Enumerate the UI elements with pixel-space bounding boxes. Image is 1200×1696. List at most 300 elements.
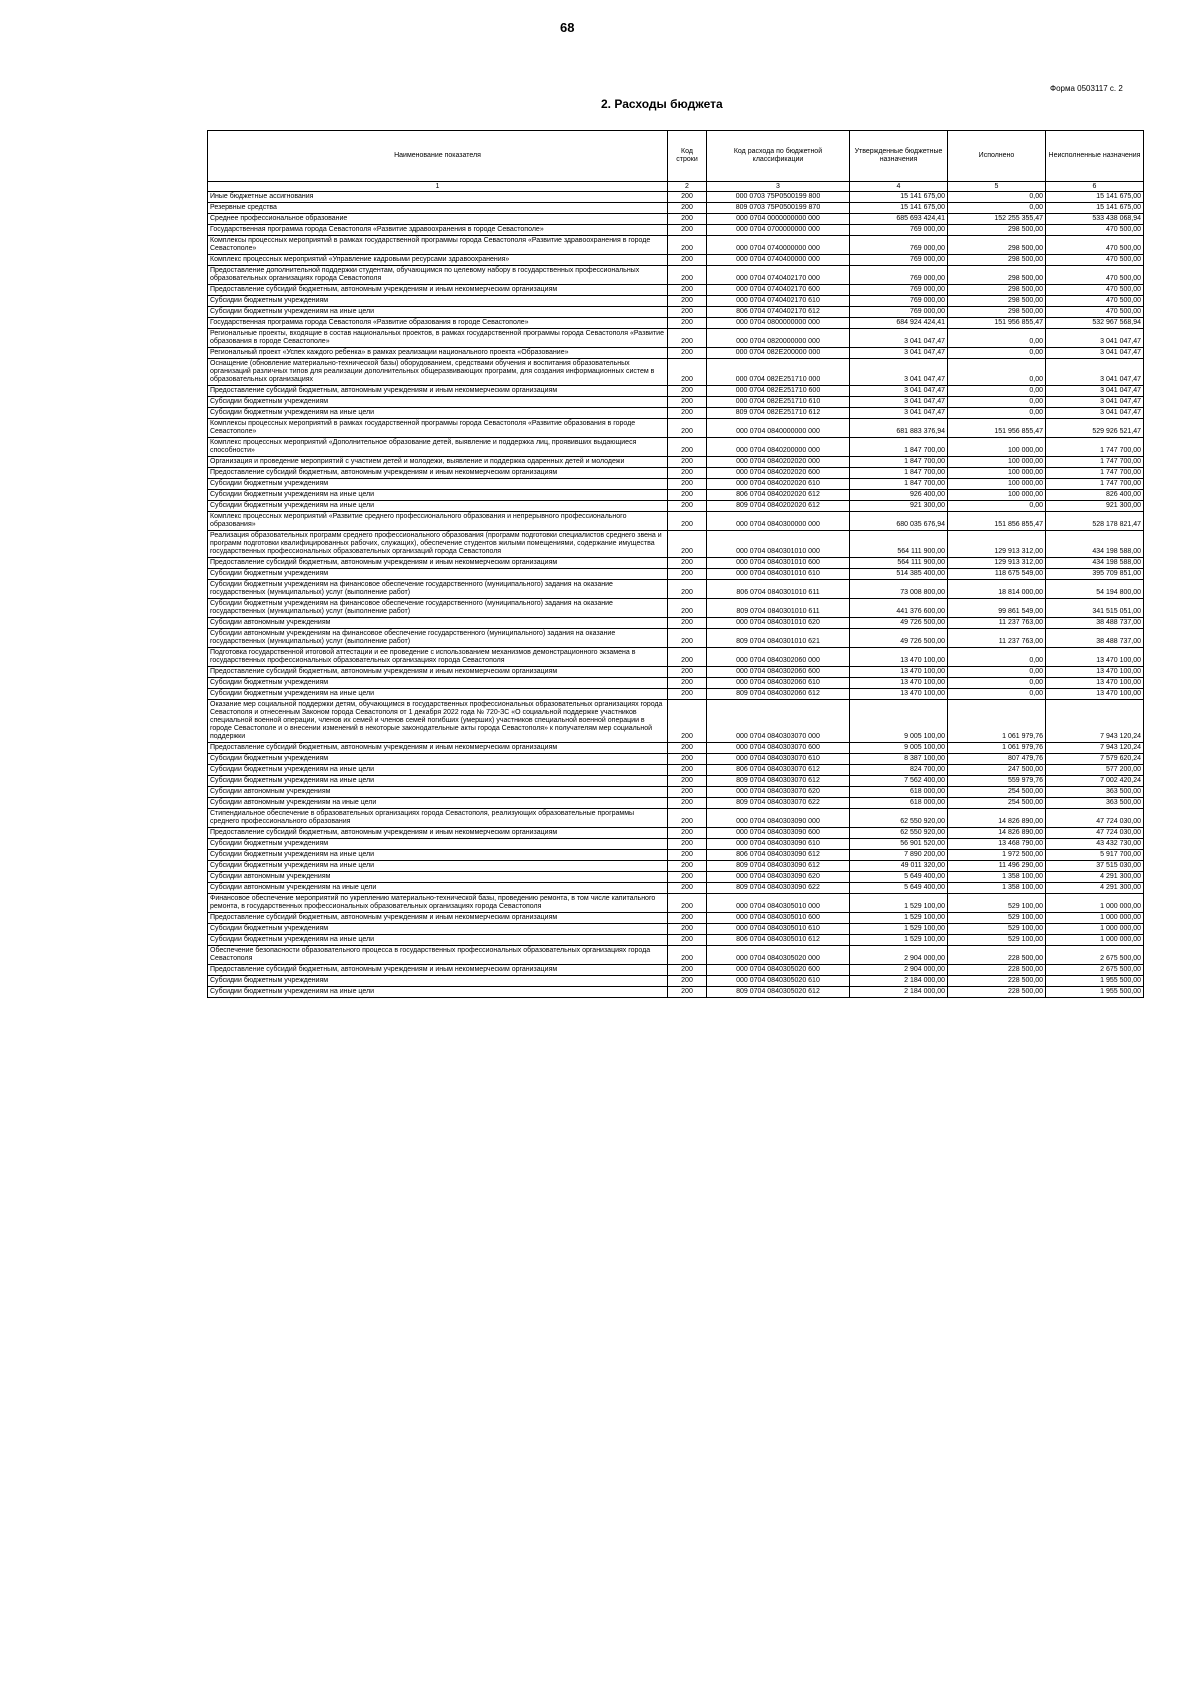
table-row: [208, 501, 1144, 512]
classification-code-cell: 000 0704 0840301010 620: [707, 618, 850, 629]
classification-code-cell: 809 0703 75P0500199 870: [707, 203, 850, 214]
unexecuted-amount-cell: 533 438 068,94: [1046, 214, 1144, 225]
approved-amount-cell: 5 649 400,00: [850, 883, 948, 894]
executed-amount-cell: 1 061 979,76: [948, 700, 1046, 743]
classification-code-cell: 000 0703 75P0500199 800: [707, 192, 850, 203]
unexecuted-amount-cell: 1 955 500,00: [1046, 987, 1144, 998]
indicator-name-cell: Комплексы процессных мероприятий в рамках государственной программы города Севастополя «Развитие образования в городе Севастополе»: [208, 419, 668, 438]
classification-code-cell: 000 0704 0740402170 610: [707, 296, 850, 307]
table-row: [208, 787, 1144, 798]
unexecuted-amount-cell: 1 000 000,00: [1046, 924, 1144, 935]
executed-amount-cell: 14 826 890,00: [948, 809, 1046, 828]
classification-code-cell: 000 0704 0840202020 000: [707, 457, 850, 468]
classification-code-cell: 000 0704 0820000000 000: [707, 329, 850, 348]
executed-amount-cell: 247 500,00: [948, 765, 1046, 776]
classification-code-cell: 000 0704 0840305010 000: [707, 894, 850, 913]
indicator-name-cell: Реализация образовательных программ среднего профессионального образования (программ подготовки специалистов среднего звена и программ подготовки квалифицированных рабочих, служащих), обеспечение студентов жилыми помещениями, содержание имущества государственных профессиональных образовательных организаций города Севастополя: [208, 531, 668, 558]
unexecuted-amount-cell: 470 500,00: [1046, 225, 1144, 236]
indicator-name-cell: Организация и проведение мероприятий с участием детей и молодежи, выявление и поддержка одаренных детей и молодежи: [208, 457, 668, 468]
approved-amount-cell: 5 649 400,00: [850, 872, 948, 883]
indicator-name-cell: Субсидии бюджетным учреждениям: [208, 296, 668, 307]
approved-amount-cell: 1 847 700,00: [850, 438, 948, 457]
unexecuted-amount-cell: 54 194 800,00: [1046, 580, 1144, 599]
indicator-name-cell: Иные бюджетные ассигнования: [208, 192, 668, 203]
classification-code-cell: 000 0704 0840301010 600: [707, 558, 850, 569]
approved-amount-cell: 49 011 320,00: [850, 861, 948, 872]
executed-amount-cell: 100 000,00: [948, 479, 1046, 490]
unexecuted-amount-cell: 7 943 120,24: [1046, 743, 1144, 754]
table-row: [208, 531, 1144, 558]
indicator-name-cell: Субсидии бюджетным учреждениям на иные цели: [208, 307, 668, 318]
approved-amount-cell: 618 000,00: [850, 787, 948, 798]
classification-code-cell: 000 0704 0840301010 000: [707, 531, 850, 558]
line-code-cell: 200: [668, 501, 707, 512]
approved-amount-cell: 926 400,00: [850, 490, 948, 501]
approved-amount-cell: 769 000,00: [850, 296, 948, 307]
unexecuted-amount-cell: 528 178 821,47: [1046, 512, 1144, 531]
line-code-cell: 200: [668, 512, 707, 531]
column-number: 3: [707, 182, 850, 192]
executed-amount-cell: 0,00: [948, 648, 1046, 667]
approved-amount-cell: 2 904 000,00: [850, 965, 948, 976]
indicator-name-cell: Субсидии бюджетным учреждениям: [208, 479, 668, 490]
unexecuted-amount-cell: 4 291 300,00: [1046, 883, 1144, 894]
unexecuted-amount-cell: 470 500,00: [1046, 296, 1144, 307]
unexecuted-amount-cell: 921 300,00: [1046, 501, 1144, 512]
page-number: 68: [560, 20, 575, 35]
table-row: [208, 479, 1144, 490]
indicator-name-cell: Субсидии бюджетным учреждениям: [208, 839, 668, 850]
line-code-cell: 200: [668, 976, 707, 987]
line-code-cell: 200: [668, 479, 707, 490]
executed-amount-cell: 298 500,00: [948, 266, 1046, 285]
indicator-name-cell: Субсидии бюджетным учреждениям на иные цели: [208, 765, 668, 776]
indicator-name-cell: Оснащение (обновление материально-технической базы) оборудованием, средствами обучения и воспитания образовательных организаций различных типов для реализации дополнительных общеразвивающих программ, для создания информационных систем в образовательных организациях: [208, 359, 668, 386]
unexecuted-amount-cell: 43 432 730,00: [1046, 839, 1144, 850]
table-row: [208, 255, 1144, 266]
approved-amount-cell: 8 387 100,00: [850, 754, 948, 765]
indicator-name-cell: Субсидии бюджетным учреждениям: [208, 976, 668, 987]
classification-code-cell: 000 0704 082E251710 610: [707, 397, 850, 408]
line-code-cell: 200: [668, 809, 707, 828]
executed-amount-cell: 298 500,00: [948, 225, 1046, 236]
indicator-name-cell: Предоставление субсидий бюджетным, автономным учреждениям и иным некоммерческим организациям: [208, 828, 668, 839]
classification-code-cell: 000 0704 0840303090 000: [707, 809, 850, 828]
table-row: [208, 700, 1144, 743]
table-row: [208, 285, 1144, 296]
unexecuted-amount-cell: 47 724 030,00: [1046, 828, 1144, 839]
line-code-cell: 200: [668, 203, 707, 214]
table-row: [208, 946, 1144, 965]
unexecuted-amount-cell: 47 724 030,00: [1046, 809, 1144, 828]
unexecuted-amount-cell: 1 000 000,00: [1046, 894, 1144, 913]
line-code-cell: 200: [668, 754, 707, 765]
unexecuted-amount-cell: 13 470 100,00: [1046, 667, 1144, 678]
approved-amount-cell: 3 041 047,47: [850, 386, 948, 397]
indicator-name-cell: Субсидии бюджетным учреждениям: [208, 678, 668, 689]
indicator-name-cell: Среднее профессиональное образование: [208, 214, 668, 225]
classification-code-cell: 809 0704 0840302060 612: [707, 689, 850, 700]
executed-amount-cell: 0,00: [948, 501, 1046, 512]
executed-amount-cell: 228 500,00: [948, 987, 1046, 998]
approved-amount-cell: 769 000,00: [850, 236, 948, 255]
table-row: [208, 618, 1144, 629]
classification-code-cell: 000 0704 082E200000 000: [707, 348, 850, 359]
executed-amount-cell: 1 358 100,00: [948, 872, 1046, 883]
indicator-name-cell: Субсидии автономным учреждениям: [208, 618, 668, 629]
line-code-cell: 200: [668, 599, 707, 618]
unexecuted-amount-cell: 577 200,00: [1046, 765, 1144, 776]
unexecuted-amount-cell: 1 000 000,00: [1046, 913, 1144, 924]
executed-amount-cell: 228 500,00: [948, 976, 1046, 987]
unexecuted-amount-cell: 532 967 568,94: [1046, 318, 1144, 329]
table-row: [208, 689, 1144, 700]
executed-amount-cell: 807 479,76: [948, 754, 1046, 765]
table-row: [208, 894, 1144, 913]
indicator-name-cell: Субсидии бюджетным учреждениям на иные цели: [208, 987, 668, 998]
table-row: [208, 266, 1144, 285]
unexecuted-amount-cell: 13 470 100,00: [1046, 689, 1144, 700]
classification-code-cell: 000 0704 082E251710 600: [707, 386, 850, 397]
approved-amount-cell: 2 184 000,00: [850, 976, 948, 987]
approved-amount-cell: 1 529 100,00: [850, 935, 948, 946]
line-code-cell: 200: [668, 883, 707, 894]
indicator-name-cell: Комплекс процессных мероприятий «Управление кадровыми ресурсами здравоохранения»: [208, 255, 668, 266]
classification-code-cell: 809 0704 0840303090 622: [707, 883, 850, 894]
line-code-cell: 200: [668, 689, 707, 700]
unexecuted-amount-cell: 1 747 700,00: [1046, 438, 1144, 457]
table-row: [208, 648, 1144, 667]
unexecuted-amount-cell: 434 198 588,00: [1046, 531, 1144, 558]
line-code-cell: 200: [668, 678, 707, 689]
executed-amount-cell: 0,00: [948, 359, 1046, 386]
indicator-name-cell: Субсидии автономным учреждениям: [208, 872, 668, 883]
classification-code-cell: 000 0704 0840303070 610: [707, 754, 850, 765]
indicator-name-cell: Предоставление субсидий бюджетным, автономным учреждениям и иным некоммерческим организациям: [208, 468, 668, 479]
classification-code-cell: 809 0704 082E251710 612: [707, 408, 850, 419]
executed-amount-cell: 1 061 979,76: [948, 743, 1046, 754]
table-row: [208, 348, 1144, 359]
table-row: [208, 307, 1144, 318]
approved-amount-cell: 15 141 675,00: [850, 203, 948, 214]
classification-code-cell: 806 0704 0840303090 612: [707, 850, 850, 861]
indicator-name-cell: Предоставление субсидий бюджетным, автономным учреждениям и иным некоммерческим организациям: [208, 558, 668, 569]
line-code-cell: 200: [668, 397, 707, 408]
approved-amount-cell: 2 904 000,00: [850, 946, 948, 965]
table-row: [208, 438, 1144, 457]
unexecuted-amount-cell: 15 141 675,00: [1046, 203, 1144, 214]
indicator-name-cell: Предоставление субсидий бюджетным, автономным учреждениям и иным некоммерческим организациям: [208, 913, 668, 924]
line-code-cell: 200: [668, 946, 707, 965]
executed-amount-cell: 100 000,00: [948, 438, 1046, 457]
indicator-name-cell: Резервные средства: [208, 203, 668, 214]
approved-amount-cell: 685 693 424,41: [850, 214, 948, 225]
classification-code-cell: 809 0704 0840305020 612: [707, 987, 850, 998]
table-row: [208, 765, 1144, 776]
line-code-cell: 200: [668, 490, 707, 501]
classification-code-cell: 000 0704 0840303070 620: [707, 787, 850, 798]
indicator-name-cell: Предоставление субсидий бюджетным, автономным учреждениям и иным некоммерческим организациям: [208, 743, 668, 754]
approved-amount-cell: 1 529 100,00: [850, 894, 948, 913]
table-row: [208, 214, 1144, 225]
indicator-name-cell: Предоставление субсидий бюджетным, автономным учреждениям и иным некоммерческим организациям: [208, 965, 668, 976]
line-code-cell: 200: [668, 236, 707, 255]
table-row: [208, 883, 1144, 894]
indicator-name-cell: Субсидии автономным учреждениям на финансовое обеспечение государственного (муниципального) задания на оказание государственных (муниципальных) услуг (выполнение работ): [208, 629, 668, 648]
line-code-cell: 200: [668, 580, 707, 599]
classification-code-cell: 000 0704 0840302060 610: [707, 678, 850, 689]
line-code-cell: 200: [668, 438, 707, 457]
unexecuted-amount-cell: 3 041 047,47: [1046, 408, 1144, 419]
classification-code-cell: 806 0704 0740402170 612: [707, 307, 850, 318]
column-number: 2: [668, 182, 707, 192]
table-row: [208, 386, 1144, 397]
unexecuted-amount-cell: 341 515 051,00: [1046, 599, 1144, 618]
line-code-cell: 200: [668, 531, 707, 558]
indicator-name-cell: Субсидии бюджетным учреждениям на иные цели: [208, 490, 668, 501]
table-row: [208, 225, 1144, 236]
approved-amount-cell: 618 000,00: [850, 798, 948, 809]
table-row: [208, 839, 1144, 850]
indicator-name-cell: Субсидии автономным учреждениям на иные цели: [208, 798, 668, 809]
classification-code-cell: 000 0704 082E251710 000: [707, 359, 850, 386]
classification-code-cell: 809 0704 0840301010 611: [707, 599, 850, 618]
classification-code-cell: 000 0704 0840303070 000: [707, 700, 850, 743]
approved-amount-cell: 9 005 100,00: [850, 743, 948, 754]
approved-amount-cell: 3 041 047,47: [850, 329, 948, 348]
unexecuted-amount-cell: 2 675 500,00: [1046, 946, 1144, 965]
classification-code-cell: 000 0704 0800000000 000: [707, 318, 850, 329]
table-row: [208, 935, 1144, 946]
line-code-cell: 200: [668, 468, 707, 479]
executed-amount-cell: 151 856 855,47: [948, 512, 1046, 531]
executed-amount-cell: 298 500,00: [948, 307, 1046, 318]
approved-amount-cell: 3 041 047,47: [850, 359, 948, 386]
table-row: [208, 861, 1144, 872]
line-code-cell: 200: [668, 359, 707, 386]
approved-amount-cell: 13 470 100,00: [850, 689, 948, 700]
table-row: [208, 457, 1144, 468]
table-row: [208, 419, 1144, 438]
line-code-cell: 200: [668, 648, 707, 667]
table-row: [208, 512, 1144, 531]
table-row: [208, 397, 1144, 408]
classification-code-cell: 806 0704 0840301010 611: [707, 580, 850, 599]
unexecuted-amount-cell: 3 041 047,47: [1046, 329, 1144, 348]
column-number: 6: [1046, 182, 1144, 192]
table-body: [208, 192, 1144, 998]
header-unexecuted: Неисполненные назначения: [1046, 131, 1144, 182]
approved-amount-cell: 564 111 900,00: [850, 558, 948, 569]
unexecuted-amount-cell: 470 500,00: [1046, 285, 1144, 296]
executed-amount-cell: 100 000,00: [948, 468, 1046, 479]
approved-amount-cell: 1 529 100,00: [850, 913, 948, 924]
indicator-name-cell: Субсидии бюджетным учреждениям на финансовое обеспечение государственного (муниципального) задания на оказание государственных (муниципальных) услуг (выполнение работ): [208, 599, 668, 618]
unexecuted-amount-cell: 1 000 000,00: [1046, 935, 1144, 946]
line-code-cell: 200: [668, 296, 707, 307]
indicator-name-cell: Субсидии бюджетным учреждениям: [208, 397, 668, 408]
line-code-cell: 200: [668, 872, 707, 883]
classification-code-cell: 000 0704 0840305020 000: [707, 946, 850, 965]
approved-amount-cell: 684 924 424,41: [850, 318, 948, 329]
executed-amount-cell: 129 913 312,00: [948, 531, 1046, 558]
unexecuted-amount-cell: 37 515 030,00: [1046, 861, 1144, 872]
line-code-cell: 200: [668, 667, 707, 678]
indicator-name-cell: Предоставление субсидий бюджетным, автономным учреждениям и иным некоммерческим организациям: [208, 285, 668, 296]
approved-amount-cell: 1 529 100,00: [850, 924, 948, 935]
indicator-name-cell: Региональный проект «Успех каждого ребенка» в рамках реализации национального проекта «Образование»: [208, 348, 668, 359]
executed-amount-cell: 0,00: [948, 667, 1046, 678]
line-code-cell: 200: [668, 408, 707, 419]
line-code-cell: 200: [668, 457, 707, 468]
indicator-name-cell: Оказание мер социальной поддержки детям, обучающимся в государственных профессиональных образовательных организациях города Севастополя и отнесенным Законом города Севастополя от 1 декабря 2022 года № 720-ЗС «О социальной поддержке участников специальной военной операции, членов их семей и членов семей погибших (умерших) участников специальной военной операции в городе Севастополе и о внесении изменений в некоторые законодательные акты города Севастополя» к получателям мер социальной поддержки: [208, 700, 668, 743]
classification-code-cell: 000 0704 0840300000 000: [707, 512, 850, 531]
unexecuted-amount-cell: 7 943 120,24: [1046, 700, 1144, 743]
indicator-name-cell: Субсидии бюджетным учреждениям на финансовое обеспечение государственного (муниципального) задания на оказание государственных (муниципальных) услуг (выполнение работ): [208, 580, 668, 599]
unexecuted-amount-cell: 826 400,00: [1046, 490, 1144, 501]
executed-amount-cell: 0,00: [948, 386, 1046, 397]
table-row: [208, 580, 1144, 599]
indicator-name-cell: Государственная программа города Севастополя «Развитие здравоохранения в городе Севастополе»: [208, 225, 668, 236]
approved-amount-cell: 13 470 100,00: [850, 648, 948, 667]
indicator-name-cell: Комплексы процессных мероприятий в рамках государственной программы города Севастополя «Развитие здравоохранения в городе Севастополе»: [208, 236, 668, 255]
approved-amount-cell: 769 000,00: [850, 285, 948, 296]
approved-amount-cell: 514 385 400,00: [850, 569, 948, 580]
table-row: [208, 798, 1144, 809]
approved-amount-cell: 2 184 000,00: [850, 987, 948, 998]
executed-amount-cell: 228 500,00: [948, 946, 1046, 965]
indicator-name-cell: Субсидии бюджетным учреждениям: [208, 569, 668, 580]
table-row: [208, 329, 1144, 348]
line-code-cell: 200: [668, 266, 707, 285]
table-row: [208, 203, 1144, 214]
classification-code-cell: 809 0704 0840202020 612: [707, 501, 850, 512]
column-number-row: [208, 182, 1144, 192]
classification-code-cell: 809 0704 0840303090 612: [707, 861, 850, 872]
executed-amount-cell: 0,00: [948, 678, 1046, 689]
executed-amount-cell: 118 675 549,00: [948, 569, 1046, 580]
executed-amount-cell: 151 956 855,47: [948, 318, 1046, 329]
classification-code-cell: 000 0704 0840301010 610: [707, 569, 850, 580]
indicator-name-cell: Комплекс процессных мероприятий «Развитие среднего профессионального образования и непрерывного профессионального образования»: [208, 512, 668, 531]
line-code-cell: 200: [668, 348, 707, 359]
header-indicator-name: Наименование показателя: [208, 131, 668, 182]
approved-amount-cell: 13 470 100,00: [850, 667, 948, 678]
line-code-cell: 200: [668, 700, 707, 743]
classification-code-cell: 809 0704 0840301010 621: [707, 629, 850, 648]
line-code-cell: 200: [668, 192, 707, 203]
approved-amount-cell: 769 000,00: [850, 255, 948, 266]
table-row: [208, 667, 1144, 678]
approved-amount-cell: 3 041 047,47: [850, 348, 948, 359]
header-approved: Утвержденные бюджетные назначения: [850, 131, 948, 182]
unexecuted-amount-cell: 15 141 675,00: [1046, 192, 1144, 203]
table-row: [208, 976, 1144, 987]
executed-amount-cell: 0,00: [948, 203, 1046, 214]
classification-code-cell: 000 0704 0840000000 000: [707, 419, 850, 438]
unexecuted-amount-cell: 13 470 100,00: [1046, 648, 1144, 667]
unexecuted-amount-cell: 7 002 420,24: [1046, 776, 1144, 787]
line-code-cell: 200: [668, 839, 707, 850]
approved-amount-cell: 564 111 900,00: [850, 531, 948, 558]
indicator-name-cell: Субсидии бюджетным учреждениям: [208, 754, 668, 765]
table-row: [208, 754, 1144, 765]
executed-amount-cell: 1 358 100,00: [948, 883, 1046, 894]
line-code-cell: 200: [668, 828, 707, 839]
header-executed: Исполнено: [948, 131, 1046, 182]
executed-amount-cell: 100 000,00: [948, 490, 1046, 501]
column-number: 4: [850, 182, 948, 192]
header-classification-code: Код расхода по бюджетной классификации: [707, 131, 850, 182]
line-code-cell: 200: [668, 419, 707, 438]
classification-code-cell: 000 0704 0840303090 620: [707, 872, 850, 883]
unexecuted-amount-cell: 363 500,00: [1046, 787, 1144, 798]
table-header-row: [208, 131, 1144, 182]
executed-amount-cell: 14 826 890,00: [948, 828, 1046, 839]
line-code-cell: 200: [668, 743, 707, 754]
executed-amount-cell: 11 237 763,00: [948, 618, 1046, 629]
table-row: [208, 872, 1144, 883]
approved-amount-cell: 1 847 700,00: [850, 479, 948, 490]
classification-code-cell: 806 0704 0840303070 612: [707, 765, 850, 776]
indicator-name-cell: Субсидии бюджетным учреждениям: [208, 924, 668, 935]
executed-amount-cell: 1 972 500,00: [948, 850, 1046, 861]
executed-amount-cell: 152 255 355,47: [948, 214, 1046, 225]
unexecuted-amount-cell: 470 500,00: [1046, 266, 1144, 285]
indicator-name-cell: Финансовое обеспечение мероприятий по укреплению материально-технической базы, проведению ремонта, в том числе капитального ремонта, в государственных профессиональных образовательных организациях города Севастополя: [208, 894, 668, 913]
executed-amount-cell: 0,00: [948, 397, 1046, 408]
table-row: [208, 776, 1144, 787]
unexecuted-amount-cell: 434 198 588,00: [1046, 558, 1144, 569]
classification-code-cell: 000 0704 0840305020 610: [707, 976, 850, 987]
indicator-name-cell: Субсидии бюджетным учреждениям на иные цели: [208, 935, 668, 946]
classification-code-cell: 000 0704 0840305010 600: [707, 913, 850, 924]
line-code-cell: 200: [668, 386, 707, 397]
approved-amount-cell: 1 847 700,00: [850, 468, 948, 479]
line-code-cell: 200: [668, 850, 707, 861]
indicator-name-cell: Субсидии бюджетным учреждениям на иные цели: [208, 850, 668, 861]
unexecuted-amount-cell: 3 041 047,47: [1046, 386, 1144, 397]
approved-amount-cell: 13 470 100,00: [850, 678, 948, 689]
unexecuted-amount-cell: 1 955 500,00: [1046, 976, 1144, 987]
line-code-cell: 200: [668, 765, 707, 776]
table-row: [208, 743, 1144, 754]
approved-amount-cell: 62 550 920,00: [850, 828, 948, 839]
line-code-cell: 200: [668, 318, 707, 329]
classification-code-cell: 000 0704 0840302060 600: [707, 667, 850, 678]
approved-amount-cell: 1 847 700,00: [850, 457, 948, 468]
approved-amount-cell: 7 562 400,00: [850, 776, 948, 787]
classification-code-cell: 000 0704 0740400000 000: [707, 255, 850, 266]
indicator-name-cell: Субсидии бюджетным учреждениям на иные цели: [208, 776, 668, 787]
classification-code-cell: 000 0704 0700000000 000: [707, 225, 850, 236]
table-row: [208, 913, 1144, 924]
executed-amount-cell: 151 956 855,47: [948, 419, 1046, 438]
line-code-cell: 200: [668, 214, 707, 225]
budget-expenditure-table: [207, 130, 1144, 998]
classification-code-cell: 000 0704 0000000000 000: [707, 214, 850, 225]
line-code-cell: 200: [668, 225, 707, 236]
table-row: [208, 236, 1144, 255]
unexecuted-amount-cell: 4 291 300,00: [1046, 872, 1144, 883]
unexecuted-amount-cell: 1 747 700,00: [1046, 468, 1144, 479]
classification-code-cell: 000 0704 0840305020 600: [707, 965, 850, 976]
form-code: Форма 0503117 с. 2: [1050, 84, 1123, 93]
classification-code-cell: 000 0704 0840303090 600: [707, 828, 850, 839]
indicator-name-cell: Региональные проекты, входящие в состав национальных проектов, в рамках государственной программы города Севастополя «Развитие образования в городе Севастополе»: [208, 329, 668, 348]
unexecuted-amount-cell: 529 926 521,47: [1046, 419, 1144, 438]
indicator-name-cell: Обеспечение безопасности образовательного процесса в государственных профессиональных образовательных организациях города Севастополя: [208, 946, 668, 965]
